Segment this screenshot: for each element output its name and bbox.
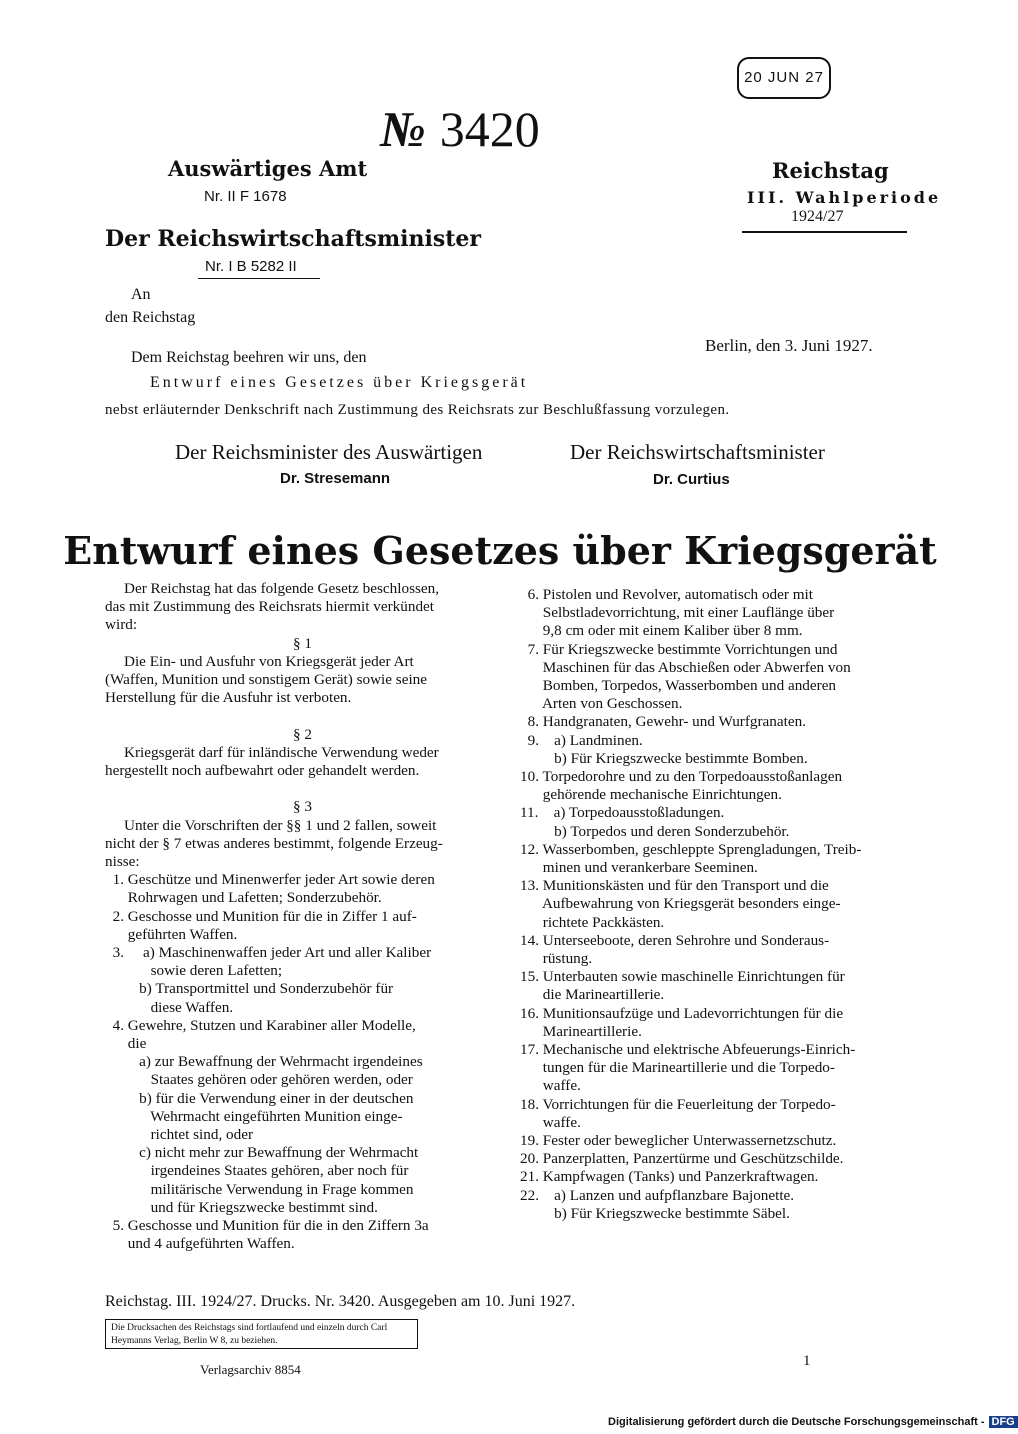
left-column-line: irgendeines Staates gehören, aber noch für [105, 1162, 409, 1180]
left-column-line: wird: [105, 616, 138, 634]
left-column-line: Herstellung für die Ausfuhr ist verboten. [105, 689, 352, 707]
received-stamp [737, 57, 831, 99]
signature-right-name: Dr. Curtius [653, 471, 730, 488]
left-column-line: und 4 aufgeführten Waffen. [105, 1235, 295, 1253]
left-column-line: diese Waffen. [105, 998, 234, 1016]
address-an: An [131, 286, 151, 303]
archive-number: Verlagsarchiv 8854 [200, 1362, 301, 1377]
header-right-rule [742, 231, 907, 233]
right-column-line: Arten von Geschossen. [520, 695, 683, 713]
stamp-text: 20 JUN 27 [744, 69, 824, 86]
right-column-line: b) Für Kriegszwecke bestimmte Säbel. [520, 1204, 790, 1222]
signature-left-title: Der Reichsminister des Auswärtigen [175, 440, 483, 464]
right-column-line: 19. Fester oder beweglicher Unterwassernetzschutz. [520, 1132, 837, 1149]
left-column-line: die [105, 1035, 147, 1052]
right-column-line: Bomben, Torpedos, Wasserbomben und anderen [520, 677, 837, 694]
right-column-line: Selbstladevorrichtung, mit einer Lauflänge über [520, 604, 835, 622]
left-column-line: 5. Geschosse und Munition für die in den Ziffern 3a [105, 1217, 429, 1234]
left-column-line: Kriegsgerät darf für inländische Verwendung weder [105, 743, 439, 761]
right-column-line: minen und verankerbare Seeminen. [520, 859, 758, 876]
right-column-line: die Marineartillerie. [520, 986, 665, 1004]
left-column-line: nicht der § 7 etwas anderes bestimmt, folgende Erzeug- [105, 834, 443, 852]
left-column-line: sowie deren Lafetten; [105, 962, 283, 980]
left-column-line: hergestellt noch aufbewahrt oder gehandelt werden. [105, 762, 420, 779]
left-column-line: § 3 [293, 798, 312, 816]
intro-line1: Dem Reichstag beehren wir uns, den [131, 349, 367, 366]
left-column-line: 2. Geschosse und Munition für die in Ziffer 1 auf- [105, 907, 417, 925]
right-column-line: tungen für die Marineartillerie und die Torpedo- [520, 1059, 835, 1077]
header-right-period: III. Wahlperiode [747, 188, 942, 207]
left-column-line: c) nicht mehr zur Bewaffnung der Wehrmacht [105, 1144, 419, 1162]
right-column-line: Marineartillerie. [520, 1022, 642, 1040]
right-column-line: 15. Unterbauten sowie maschinelle Einrichtungen für [520, 968, 845, 986]
left-column-line: Die Ein- und Ausfuhr von Kriegsgerät jeder Art [105, 652, 414, 670]
number-value: 3420 [439, 101, 540, 157]
right-column-line: gehörende mechanische Einrichtungen. [520, 786, 782, 804]
left-column-line: nisse: [105, 853, 140, 870]
right-column-line: 8. Handgranaten, Gewehr- und Wurfgranaten. [520, 713, 806, 731]
left-column-line: b) für die Verwendung einer in der deutschen [105, 1089, 414, 1107]
intro-line2: Entwurf eines Gesetzes über Kriegsgerät [150, 374, 529, 391]
left-column-line: a) zur Bewaffnung der Wehrmacht irgendeines [105, 1053, 423, 1071]
right-column-line: 9,8 cm oder mit einem Kaliber über 8 mm. [520, 622, 803, 640]
left-column-line: Unter die Vorschriften der §§ 1 und 2 fallen, soweit [105, 816, 437, 834]
right-column-line: 21. Kampfwagen (Tanks) und Panzerkraftwagen. [520, 1168, 819, 1186]
ref-underline [198, 278, 320, 279]
right-column-line: 7. Für Kriegszwecke bestimmte Vorrichtungen und [520, 640, 838, 658]
address-reichstag: den Reichstag [105, 309, 196, 326]
left-column-line: das mit Zustimmung des Reichsrats hiermit verkündet [105, 598, 435, 616]
left-column-line: geführten Waffen. [105, 925, 238, 943]
footer-line: Reichstag. III. 1924/27. Drucks. Nr. 3420. Ausgegeben am 10. Juni 1927. [105, 1293, 576, 1310]
left-column-line: (Waffen, Munition und sonstigem Gerät) sowie seine [105, 671, 428, 688]
header-left-ref1: Nr. II F 1678 [204, 188, 287, 205]
left-column-line: 4. Gewehre, Stutzen und Karabiner aller Modelle, [105, 1016, 416, 1034]
right-column-line: b) Für Kriegszwecke bestimmte Bomben. [520, 749, 808, 767]
dfg-credit [608, 1416, 1018, 1428]
right-column-line: 13. Munitionskästen und für den Transport und die [520, 877, 829, 895]
signature-left-name: Dr. Stresemann [280, 470, 391, 487]
number-prefix: № [380, 101, 426, 157]
right-column-line: richtete Packkästen. [520, 913, 665, 931]
left-column-line: Staates gehören oder gehören werden, oder [105, 1071, 413, 1089]
document-title: Entwurf eines Gesetzes über Kriegsgerät [63, 528, 937, 573]
publisher-box: Die Drucksachen des Reichstags sind fortlaufend und einzeln durch Carl Heymanns Verlag, Berlin W 8, zu beziehen. [105, 1319, 418, 1349]
right-column-line: b) Torpedos und deren Sonderzubehör. [520, 822, 790, 840]
left-column-line: Rohrwagen und Lafetten; Sonderzubehör. [105, 889, 382, 907]
signature-right-title: Der Reichswirtschaftsminister [570, 440, 825, 464]
left-column-line: 3. a) Maschinenwaffen jeder Art und aller Kaliber [105, 944, 432, 961]
right-column-line: waffe. [520, 1077, 581, 1095]
left-column-line: § 2 [293, 725, 312, 743]
header-right-reichstag: Reichstag [772, 158, 889, 183]
header-left-minister: Der Reichswirtschaftsminister [105, 226, 481, 252]
date-line: Berlin, den 3. Juni 1927. [705, 336, 873, 355]
right-column-line: 18. Vorrichtungen für die Feuerleitung der Torpedo- [520, 1095, 836, 1113]
left-column-line: 1. Geschütze und Minenwerfer jeder Art sowie deren [105, 871, 435, 889]
header-left-office: Auswärtiges Amt [168, 156, 368, 181]
dfg-text: Digitalisierung gefördert durch die Deutsche Forschungsgemeinschaft - [608, 1416, 985, 1428]
right-column-line: rüstung. [520, 950, 593, 967]
right-column-line: waffe. [520, 1113, 581, 1131]
dfg-logo: DFG [989, 1416, 1018, 1428]
right-column-line: 10. Torpedorohre und zu den Torpedoausstoßanlagen [520, 768, 843, 785]
left-column-line: richtet sind, oder [105, 1126, 254, 1143]
left-column-line: Wehrmacht eingeführten Munition einge- [105, 1107, 403, 1125]
left-column-line: und für Kriegszwecke bestimmt sind. [105, 1198, 378, 1216]
right-column-line: 12. Wasserbomben, geschleppte Sprengladungen, Treib- [520, 840, 862, 858]
intro-line3: nebst erläuternder Denkschrift nach Zustimmung des Reichsrats zur Beschlußfassung vorzulegen. [105, 402, 730, 418]
right-column-line: 16. Munitionsaufzüge und Ladevorrichtungen für die [520, 1004, 844, 1022]
header-right-years: 1924/27 [791, 208, 844, 225]
right-column-line: Maschinen für das Abschießen oder Abwerfen von [520, 658, 851, 676]
header-left-ref2: Nr. I B 5282 II [205, 258, 297, 275]
right-column-line: 14. Unterseeboote, deren Sehrohre und Sonderaus- [520, 931, 830, 949]
left-column-line: b) Transportmittel und Sonderzubehör für [105, 980, 394, 998]
right-column-line: Aufbewahrung von Kriegsgerät besonders einge- [520, 895, 841, 913]
document-number [380, 100, 540, 158]
page-number: 1 [803, 1353, 811, 1369]
right-column-line: 22. a) Lanzen und aufpflanzbare Bajonette. [520, 1186, 795, 1204]
left-column-line: § 1 [293, 634, 312, 652]
right-column-line: 20. Panzerplatten, Panzertürme und Geschützschilde. [520, 1150, 844, 1168]
right-column-line: 9. a) Landminen. [520, 731, 643, 749]
right-column-line: 6. Pistolen und Revolver, automatisch oder mit [520, 586, 813, 603]
left-column-line: militärische Verwendung in Frage kommen [105, 1180, 414, 1198]
right-column-line: 17. Mechanische und elektrische Abfeuerungs-Einrich- [520, 1041, 856, 1058]
left-column-line: Der Reichstag hat das folgende Gesetz beschlossen, [105, 580, 440, 597]
right-column-line: 11. a) Torpedoausstoßladungen. [520, 804, 725, 822]
